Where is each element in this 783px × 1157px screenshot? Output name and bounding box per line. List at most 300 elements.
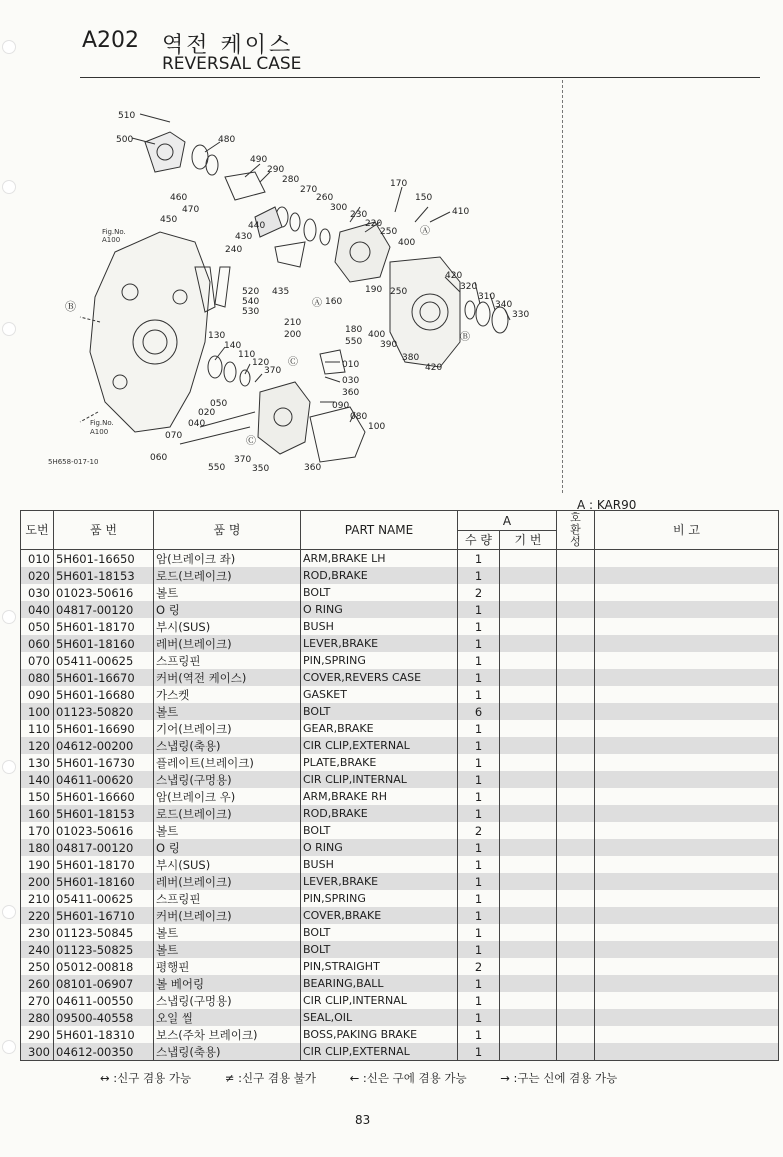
ref-cell: 190 [21, 856, 54, 873]
svg-text:150: 150 [415, 193, 433, 203]
page-title-korean: 역전 케이스 [162, 33, 294, 58]
qty-cell: 1 [458, 618, 500, 635]
part-no-cell: 01023-50616 [54, 822, 154, 839]
name-kr-cell: 레버(브레이크) [154, 873, 301, 890]
interchange-cell [557, 771, 595, 788]
qty-cell: 1 [458, 601, 500, 618]
title-underline [80, 77, 760, 78]
part-no-cell: 5H601-18160 [54, 873, 154, 890]
part-no-cell: 04611-00620 [54, 771, 154, 788]
svg-text:520: 520 [242, 287, 260, 297]
name-kr-cell: 암(브레이크 좌) [154, 550, 301, 568]
remarks-cell [595, 1043, 779, 1061]
name-kr-cell: 볼 베어링 [154, 975, 301, 992]
part-name-cell: SEAL,OIL [301, 1009, 458, 1026]
ref-cell: 300 [21, 1043, 54, 1061]
svg-text:550: 550 [208, 463, 226, 473]
part-name-cell: BUSH [301, 856, 458, 873]
svg-text:480: 480 [218, 135, 236, 145]
ref-cell: 130 [21, 754, 54, 771]
qty-cell: 1 [458, 652, 500, 669]
ref-cell: 230 [21, 924, 54, 941]
remarks-cell [595, 941, 779, 958]
base-cell [500, 703, 557, 720]
qty-cell: 1 [458, 890, 500, 907]
ref-cell: 150 [21, 788, 54, 805]
name-kr-cell: 부시(SUS) [154, 856, 301, 873]
part-no-cell: 01123-50825 [54, 941, 154, 958]
name-kr-cell: 로드(브레이크) [154, 567, 301, 584]
svg-text:020: 020 [198, 408, 216, 418]
ref-cell: 140 [21, 771, 54, 788]
interchange-cell [557, 1009, 595, 1026]
parts-table [20, 510, 779, 1061]
part-name-cell: LEVER,BRAKE [301, 873, 458, 890]
legend-item: ↔ :신구 겸용 가능 [100, 1071, 192, 1085]
svg-text:360: 360 [342, 388, 360, 398]
table-row [21, 635, 779, 652]
svg-text:Ⓐ: Ⓐ [420, 226, 430, 237]
base-cell [500, 1009, 557, 1026]
remarks-cell [595, 669, 779, 686]
ref-cell: 030 [21, 584, 54, 601]
svg-text:340: 340 [495, 300, 513, 310]
qty-cell: 1 [458, 737, 500, 754]
qty-cell: 1 [458, 975, 500, 992]
svg-text:130: 130 [208, 331, 226, 341]
interchange-cell [557, 635, 595, 652]
binder-hole [2, 610, 16, 624]
interchange-cell [557, 907, 595, 924]
legend-item: ← :신은 구에 겸용 가능 [349, 1071, 467, 1085]
base-cell [500, 754, 557, 771]
qty-cell: 1 [458, 805, 500, 822]
name-kr-cell: 볼트 [154, 941, 301, 958]
part-no-cell: 09500-40558 [54, 1009, 154, 1026]
svg-text:Ⓑ: Ⓑ [65, 300, 76, 313]
qty-cell: 1 [458, 839, 500, 856]
part-name-cell: BOLT [301, 924, 458, 941]
table-row [21, 1026, 779, 1043]
base-cell [500, 686, 557, 703]
base-cell [500, 958, 557, 975]
base-cell [500, 669, 557, 686]
qty-cell: 1 [458, 941, 500, 958]
qty-cell: 1 [458, 635, 500, 652]
svg-text:200: 200 [284, 330, 302, 340]
header-interchange: 호 환 성 [557, 511, 595, 550]
svg-text:110: 110 [238, 350, 256, 360]
name-kr-cell: 스냅링(구멍용) [154, 771, 301, 788]
base-cell [500, 992, 557, 1009]
ref-cell: 260 [21, 975, 54, 992]
remarks-cell [595, 601, 779, 618]
name-kr-cell: 스냅링(구멍용) [154, 992, 301, 1009]
remarks-cell [595, 907, 779, 924]
svg-text:370: 370 [264, 366, 282, 376]
table-row [21, 686, 779, 703]
name-kr-cell: 스프링핀 [154, 652, 301, 669]
table-row [21, 975, 779, 992]
table-row [21, 618, 779, 635]
remarks-cell [595, 584, 779, 601]
part-no-cell: 05012-00818 [54, 958, 154, 975]
table-row [21, 873, 779, 890]
qty-cell: 1 [458, 686, 500, 703]
part-name-cell: CIR CLIP,INTERNAL [301, 992, 458, 1009]
table-row [21, 567, 779, 584]
ref-cell: 250 [21, 958, 54, 975]
ref-cell: 070 [21, 652, 54, 669]
interchange-cell [557, 703, 595, 720]
svg-text:Ⓐ: Ⓐ [312, 298, 322, 309]
interchange-legend [100, 1070, 700, 1086]
ref-cell: 050 [21, 618, 54, 635]
table-row [21, 907, 779, 924]
svg-text:280: 280 [282, 175, 300, 185]
base-cell [500, 771, 557, 788]
ref-cell: 160 [21, 805, 54, 822]
base-cell [500, 737, 557, 754]
table-row [21, 737, 779, 754]
part-name-cell: ARM,BRAKE RH [301, 788, 458, 805]
svg-text:420: 420 [445, 271, 463, 281]
name-kr-cell: 보스(주차 브레이크) [154, 1026, 301, 1043]
base-cell [500, 618, 557, 635]
part-name-cell: CIR CLIP,INTERNAL [301, 771, 458, 788]
svg-text:170: 170 [390, 179, 408, 189]
interchange-cell [557, 788, 595, 805]
interchange-cell [557, 669, 595, 686]
ref-cell: 280 [21, 1009, 54, 1026]
base-cell [500, 924, 557, 941]
ref-cell: 020 [21, 567, 54, 584]
name-kr-cell: 볼트 [154, 924, 301, 941]
name-kr-cell: 레버(브레이크) [154, 635, 301, 652]
part-name-cell: BEARING,BALL [301, 975, 458, 992]
name-kr-cell: O 링 [154, 601, 301, 618]
table-row [21, 754, 779, 771]
svg-text:Fig.No.: Fig.No. [102, 228, 126, 236]
remarks-cell [595, 839, 779, 856]
header-qty: 수 량 [458, 531, 500, 550]
qty-cell: 1 [458, 720, 500, 737]
qty-cell: 1 [458, 754, 500, 771]
page-title-english: REVERSAL CASE [162, 54, 302, 74]
qty-cell: 1 [458, 1043, 500, 1061]
ref-cell: 180 [21, 839, 54, 856]
part-no-cell: 5H601-18170 [54, 618, 154, 635]
qty-cell: 1 [458, 550, 500, 568]
ref-cell: 120 [21, 737, 54, 754]
table-row [21, 805, 779, 822]
part-no-cell: 04612-00200 [54, 737, 154, 754]
svg-text:360: 360 [304, 463, 322, 473]
interchange-cell [557, 584, 595, 601]
header-part-name: PART NAME [301, 511, 458, 550]
part-name-cell: BUSH [301, 618, 458, 635]
remarks-cell [595, 788, 779, 805]
name-kr-cell: 스냅링(축용) [154, 737, 301, 754]
part-name-cell: CIR CLIP,EXTERNAL [301, 737, 458, 754]
part-name-cell: BOLT [301, 941, 458, 958]
part-no-cell: 5H601-18170 [54, 856, 154, 873]
interchange-cell [557, 992, 595, 1009]
header-model: A [458, 511, 557, 531]
interchange-cell [557, 924, 595, 941]
svg-text:160: 160 [325, 297, 343, 307]
qty-cell: 2 [458, 958, 500, 975]
base-cell [500, 652, 557, 669]
base-cell [500, 873, 557, 890]
svg-text:040: 040 [188, 419, 206, 429]
interchange-cell [557, 856, 595, 873]
ref-cell: 290 [21, 1026, 54, 1043]
svg-text:270: 270 [300, 185, 318, 195]
ref-cell: 080 [21, 669, 54, 686]
svg-text:230: 230 [350, 210, 368, 220]
interchange-cell [557, 805, 595, 822]
remarks-cell [595, 550, 779, 568]
remarks-cell [595, 992, 779, 1009]
part-name-cell: GEAR,BRAKE [301, 720, 458, 737]
remarks-cell [595, 890, 779, 907]
svg-text:060: 060 [150, 453, 168, 463]
binder-hole [2, 905, 16, 919]
remarks-cell [595, 567, 779, 584]
header-part-no: 품 번 [54, 511, 154, 550]
svg-text:450: 450 [160, 215, 178, 225]
svg-text:250: 250 [380, 227, 398, 237]
ref-cell: 170 [21, 822, 54, 839]
qty-cell: 1 [458, 992, 500, 1009]
remarks-cell [595, 805, 779, 822]
part-no-cell: 5H601-16680 [54, 686, 154, 703]
header-ref: 도번 [21, 511, 54, 550]
svg-text:210: 210 [284, 318, 302, 328]
svg-text:260: 260 [316, 193, 334, 203]
part-name-cell: BOSS,PAKING BRAKE [301, 1026, 458, 1043]
part-name-cell: BOLT [301, 584, 458, 601]
base-cell [500, 805, 557, 822]
remarks-cell [595, 703, 779, 720]
svg-text:Ⓑ: Ⓑ [460, 332, 470, 343]
interchange-cell [557, 1026, 595, 1043]
binder-hole [2, 760, 16, 774]
interchange-cell [557, 839, 595, 856]
header-name-kr: 품 명 [154, 511, 301, 550]
interchange-cell [557, 686, 595, 703]
ref-cell: 060 [21, 635, 54, 652]
binder-hole [2, 322, 16, 336]
remarks-cell [595, 652, 779, 669]
interchange-cell [557, 652, 595, 669]
svg-text:550: 550 [345, 337, 363, 347]
remarks-cell [595, 737, 779, 754]
svg-text:310: 310 [478, 292, 496, 302]
binder-hole [2, 40, 16, 54]
ref-cell: 240 [21, 941, 54, 958]
base-cell [500, 890, 557, 907]
svg-text:300: 300 [330, 203, 348, 213]
qty-cell: 1 [458, 873, 500, 890]
table-row [21, 1043, 779, 1061]
name-kr-cell: 볼트 [154, 703, 301, 720]
part-no-cell: 5H601-16660 [54, 788, 154, 805]
interchange-cell [557, 720, 595, 737]
part-no-cell: 04817-00120 [54, 601, 154, 618]
page-number: 83 [355, 1113, 371, 1127]
qty-cell: 1 [458, 1026, 500, 1043]
svg-text:090: 090 [332, 401, 350, 411]
table-row [21, 788, 779, 805]
ref-cell: 040 [21, 601, 54, 618]
remarks-cell [595, 754, 779, 771]
name-kr-cell: 가스켓 [154, 686, 301, 703]
name-kr-cell: 볼트 [154, 584, 301, 601]
svg-text:330: 330 [512, 310, 530, 320]
part-name-cell: ROD,BRAKE [301, 567, 458, 584]
interchange-cell [557, 975, 595, 992]
table-row [21, 584, 779, 601]
table-row [21, 771, 779, 788]
header-base: 기 번 [500, 531, 557, 550]
base-cell [500, 550, 557, 568]
binder-hole [2, 180, 16, 194]
part-no-cell: 5H601-18153 [54, 805, 154, 822]
table-row [21, 958, 779, 975]
ref-cell: 090 [21, 686, 54, 703]
part-name-cell: PIN,STRAIGHT [301, 958, 458, 975]
part-no-cell: 08101-06907 [54, 975, 154, 992]
ref-cell: 010 [21, 550, 54, 568]
svg-text:350: 350 [252, 464, 270, 474]
part-no-cell: 01123-50845 [54, 924, 154, 941]
ref-cell: 110 [21, 720, 54, 737]
remarks-cell [595, 856, 779, 873]
svg-text:100: 100 [368, 422, 386, 432]
interchange-cell [557, 737, 595, 754]
interchange-cell [557, 618, 595, 635]
svg-text:490: 490 [250, 155, 268, 165]
svg-text:460: 460 [170, 193, 188, 203]
svg-text:370: 370 [234, 455, 252, 465]
base-cell [500, 856, 557, 873]
part-no-cell: 05411-00625 [54, 652, 154, 669]
name-kr-cell: 암(브레이크 우) [154, 788, 301, 805]
part-no-cell: 5H601-16710 [54, 907, 154, 924]
remarks-cell [595, 1009, 779, 1026]
part-name-cell: O RING [301, 839, 458, 856]
table-row [21, 890, 779, 907]
part-name-cell: LEVER,BRAKE [301, 635, 458, 652]
svg-text:080: 080 [350, 412, 368, 422]
remarks-cell [595, 958, 779, 975]
header-remarks: 비 고 [595, 511, 779, 550]
interchange-cell [557, 567, 595, 584]
svg-text:030: 030 [342, 376, 360, 386]
remarks-cell [595, 618, 779, 635]
qty-cell: 1 [458, 567, 500, 584]
table-row [21, 720, 779, 737]
base-cell [500, 822, 557, 839]
part-no-cell: 5H601-16690 [54, 720, 154, 737]
part-no-cell: 04612-00350 [54, 1043, 154, 1061]
parts-table-body [21, 550, 779, 1061]
part-name-cell: PLATE,BRAKE [301, 754, 458, 771]
base-cell [500, 839, 557, 856]
interchange-cell [557, 550, 595, 568]
section-code: A202 [82, 28, 140, 53]
interchange-cell [557, 890, 595, 907]
remarks-cell [595, 686, 779, 703]
part-no-cell: 5H601-18153 [54, 567, 154, 584]
qty-cell: 1 [458, 669, 500, 686]
svg-text:010: 010 [342, 360, 360, 370]
diagram-divider [562, 80, 563, 493]
legend-item: → :구는 신에 겸용 가능 [500, 1071, 618, 1085]
svg-text:250: 250 [390, 287, 408, 297]
svg-text:540: 540 [242, 297, 260, 307]
ref-cell: 210 [21, 890, 54, 907]
svg-text:380: 380 [402, 353, 420, 363]
remarks-cell [595, 720, 779, 737]
svg-text:530: 530 [242, 307, 260, 317]
remarks-cell [595, 873, 779, 890]
table-row [21, 550, 779, 568]
name-kr-cell: O 링 [154, 839, 301, 856]
part-name-cell: BOLT [301, 822, 458, 839]
table-row [21, 601, 779, 618]
table-row [21, 856, 779, 873]
part-name-cell: PIN,SPRING [301, 890, 458, 907]
base-cell [500, 1026, 557, 1043]
svg-text:Ⓒ: Ⓒ [246, 436, 256, 447]
part-no-cell: 5H601-16650 [54, 550, 154, 568]
qty-cell: 2 [458, 584, 500, 601]
part-name-cell: ARM,BRAKE LH [301, 550, 458, 568]
svg-text:Ⓒ: Ⓒ [288, 357, 298, 368]
part-no-cell: 5H601-18310 [54, 1026, 154, 1043]
part-name-cell: BOLT [301, 703, 458, 720]
part-no-cell: 01123-50820 [54, 703, 154, 720]
part-no-cell: 01023-50616 [54, 584, 154, 601]
exploded-parts-diagram [20, 82, 565, 492]
base-cell [500, 941, 557, 958]
remarks-cell [595, 1026, 779, 1043]
qty-cell: 1 [458, 771, 500, 788]
svg-text:070: 070 [165, 431, 183, 441]
svg-text:220: 220 [365, 219, 383, 229]
table-row [21, 924, 779, 941]
name-kr-cell: 스프링핀 [154, 890, 301, 907]
part-no-cell: 04817-00120 [54, 839, 154, 856]
svg-text:A100: A100 [90, 428, 109, 436]
interchange-cell [557, 873, 595, 890]
binder-hole [2, 1040, 16, 1054]
svg-text:320: 320 [460, 282, 478, 292]
ref-cell: 200 [21, 873, 54, 890]
model-note: A : KAR90 [577, 498, 637, 512]
base-cell [500, 788, 557, 805]
base-cell [500, 975, 557, 992]
svg-text:050: 050 [210, 399, 228, 409]
qty-cell: 1 [458, 856, 500, 873]
svg-text:410: 410 [452, 207, 470, 217]
remarks-cell [595, 975, 779, 992]
part-name-cell: COVER,REVERS CASE [301, 669, 458, 686]
part-name-cell: O RING [301, 601, 458, 618]
